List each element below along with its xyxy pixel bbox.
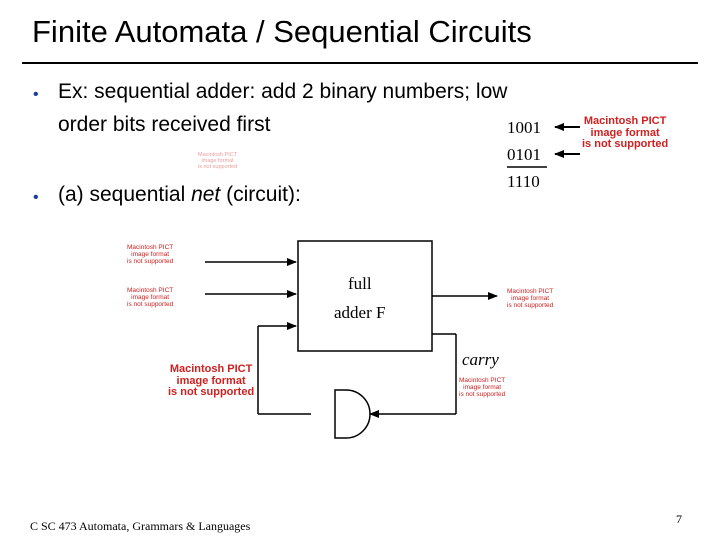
pict-line-2: image format	[463, 383, 502, 391]
full-adder-box	[298, 241, 432, 351]
pict-placeholder-operand	[582, 116, 668, 151]
carry-label: carry	[462, 350, 499, 369]
pict-line-3: is not supported	[582, 138, 669, 151]
bullet-2-prefix: (a) sequential	[58, 183, 192, 206]
full-adder-label-line-1: full	[348, 274, 372, 293]
pict-line-3: is not supported	[168, 386, 255, 399]
pict-line-3: is not supported	[507, 301, 554, 309]
bullet-1-line-2: order bits received first	[58, 113, 271, 136]
pict-line-2: image format	[590, 126, 660, 139]
bullet-dot-icon: •	[33, 86, 39, 103]
pict-line-2: image format	[176, 374, 246, 387]
pict-line-3: is not supported	[198, 163, 238, 170]
pict-line-1: Macintosh PICT	[127, 244, 174, 251]
binary-number-2: 0101	[507, 145, 541, 164]
pict-line-1: Macintosh PICT	[583, 115, 667, 127]
bullet-2-emphasis: net	[191, 183, 221, 206]
pict-line-3: is not supported	[459, 390, 506, 398]
pict-line-1: Macintosh PICT	[459, 377, 506, 384]
pict-placeholder-output	[507, 289, 553, 309]
binary-sum: 1110	[507, 172, 540, 191]
pict-placeholder-carry-in	[168, 364, 254, 399]
pict-line-1: Macintosh PICT	[198, 152, 238, 158]
slide-title: Finite Automata / Sequential Circuits	[32, 14, 532, 49]
pict-placeholder-faint	[198, 153, 237, 170]
binary-number-1: 1001	[507, 118, 541, 137]
pict-line-1: Macintosh PICT	[507, 288, 554, 295]
and-gate-icon	[335, 390, 370, 438]
pict-placeholder-input-1	[127, 245, 173, 265]
bullet-1-line-1: Ex: sequential adder: add 2 binary numbers; low	[58, 80, 508, 103]
pict-placeholder-input-2	[127, 288, 173, 308]
pict-line-2: image format	[131, 293, 170, 301]
page-number: 7	[676, 512, 682, 526]
pict-line-3: is not supported	[127, 300, 174, 308]
bullet-dot-icon: •	[33, 189, 39, 206]
pict-line-2: image format	[201, 157, 234, 164]
pict-line-2: image format	[511, 294, 550, 302]
pict-line-2: image format	[131, 250, 170, 258]
pict-line-1: Macintosh PICT	[169, 363, 253, 375]
pict-placeholder-gate-input	[459, 378, 505, 398]
pict-line-3: is not supported	[127, 257, 174, 265]
full-adder-label-line-2: adder F	[334, 303, 386, 322]
pict-line-1: Macintosh PICT	[127, 287, 174, 294]
bullet-2-suffix: (circuit):	[220, 183, 301, 206]
footer-course: C SC 473 Automata, Grammars & Languages	[30, 519, 251, 533]
